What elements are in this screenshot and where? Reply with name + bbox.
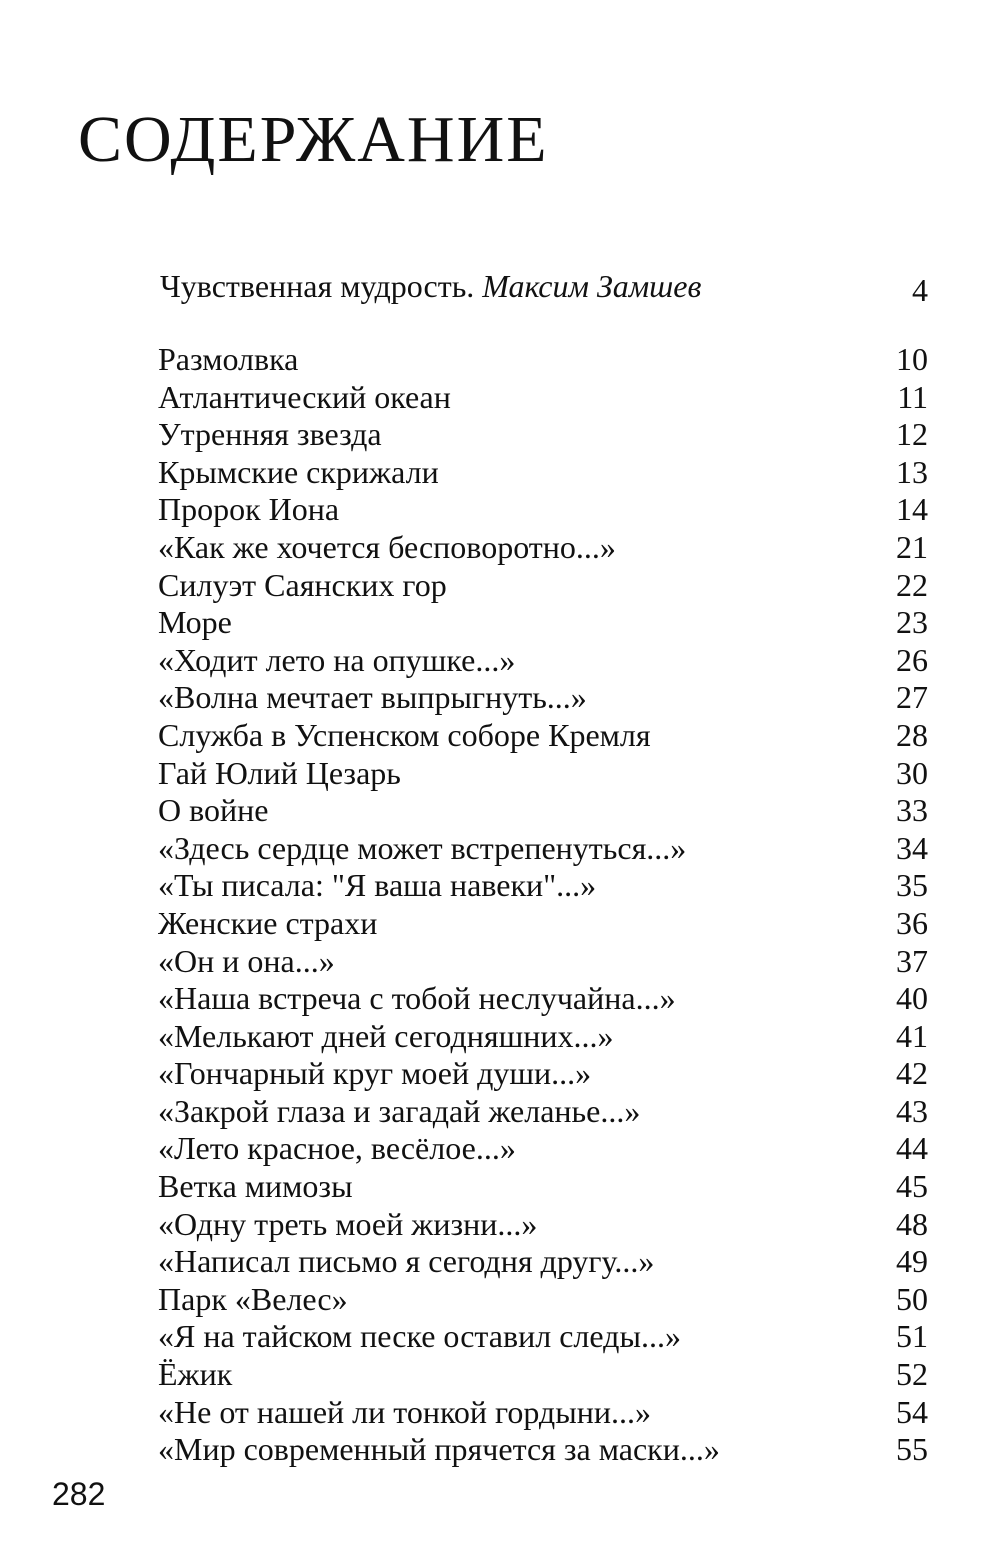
toc-entry-title: «Написал письмо я сегодня другу...» <box>158 1243 655 1280</box>
toc-entry <box>158 792 928 830</box>
toc-entry <box>158 1206 928 1244</box>
toc-entry-page: 34 <box>896 829 928 866</box>
toc-entry-page: 27 <box>896 679 928 716</box>
toc-entry <box>158 416 928 454</box>
toc-entry <box>158 491 928 529</box>
toc-entry-title: Женские страхи <box>158 904 378 941</box>
page-title: СОДЕРЖАНИЕ <box>78 103 549 176</box>
toc-entry-title: «Лето красное, весёлое...» <box>158 1130 516 1167</box>
toc-entry <box>158 867 928 905</box>
toc-entry-page: 33 <box>896 792 928 829</box>
toc-entry-page: 37 <box>896 942 928 979</box>
toc-entry-title: «Здесь сердце может встрепенуться...» <box>158 829 687 866</box>
intro-page-number: 4 <box>912 272 928 308</box>
toc-entry-title: «Наша встреча с тобой неслучайна...» <box>158 980 676 1017</box>
toc-entry-page: 50 <box>896 1280 928 1317</box>
toc-intro-entry <box>160 266 928 306</box>
toc-entry-title: «Ты писала: "Я ваша навеки"...» <box>158 867 597 904</box>
toc-entry-page: 21 <box>896 528 928 565</box>
toc-entry-page: 43 <box>896 1092 928 1129</box>
toc-entry <box>158 341 928 379</box>
toc-entry-title: «Я на тайском песке оставил следы...» <box>158 1318 681 1355</box>
toc-entry <box>158 1168 928 1206</box>
toc-entry-title: О войне <box>158 792 269 829</box>
toc-entry-page: 55 <box>896 1431 928 1468</box>
toc-entry-page: 54 <box>896 1393 928 1430</box>
toc-entry-title: «Мир современный прячется за маски...» <box>158 1431 720 1468</box>
toc-entry-title: Силуэт Саянских гор <box>158 566 447 603</box>
toc-entry-title: Утренняя звезда <box>158 416 382 453</box>
toc-entry <box>158 717 928 755</box>
toc-entry <box>158 1356 928 1394</box>
toc-entry-page: 28 <box>896 716 928 753</box>
toc-entry <box>158 454 928 492</box>
toc-entry-title: «Как же хочется бесповоротно...» <box>158 528 616 565</box>
toc-entry <box>158 830 928 868</box>
toc-entry-title: Гай Юлий Цезарь <box>158 754 401 791</box>
toc-entry <box>158 1018 928 1056</box>
toc-entry-page: 42 <box>896 1055 928 1092</box>
toc-entry-title: Служба в Успенском соборе Кремля <box>158 716 651 753</box>
toc-entry-page: 48 <box>896 1205 928 1242</box>
toc-entry <box>158 1055 928 1093</box>
intro-author: Максим Замшев <box>482 268 702 304</box>
toc-entry-page: 49 <box>896 1243 928 1280</box>
toc-entry <box>158 567 928 605</box>
toc-entry <box>158 1130 928 1168</box>
toc-entry-page: 36 <box>896 904 928 941</box>
toc-entry <box>158 529 928 567</box>
toc-entry <box>158 642 928 680</box>
toc-entry <box>158 980 928 1018</box>
toc-entry <box>158 1243 928 1281</box>
toc-entry-page: 52 <box>896 1356 928 1393</box>
toc-entry-page: 12 <box>896 416 928 453</box>
toc-entry-page: 22 <box>896 566 928 603</box>
toc-entry <box>158 943 928 981</box>
toc-entry-page: 10 <box>896 341 928 377</box>
toc-entry-title: Крымские скрижали <box>158 453 439 490</box>
toc-entry-title: «Гончарный круг моей души...» <box>158 1055 592 1092</box>
toc-entry-title: «Мелькают дней сегодняшних...» <box>158 1017 614 1054</box>
toc-entry <box>158 1281 928 1319</box>
toc-entry-title: «Он и она...» <box>158 942 335 979</box>
toc-list <box>158 341 928 1469</box>
page-number: 282 <box>52 1476 106 1512</box>
toc-entry-title: «Ходит лето на опушке...» <box>158 641 516 678</box>
toc-entry <box>158 679 928 717</box>
toc-entry-page: 45 <box>896 1168 928 1205</box>
toc-entry-page: 11 <box>897 378 928 415</box>
toc-entry-title: Ветка мимозы <box>158 1168 353 1205</box>
toc-entry-title: Атлантический океан <box>158 378 451 415</box>
toc-entry <box>158 905 928 943</box>
toc-entry <box>158 755 928 793</box>
toc-entry <box>158 1093 928 1131</box>
toc-entry-page: 23 <box>896 604 928 641</box>
toc-entry-title: Размолвка <box>158 341 299 377</box>
toc-entry-page: 35 <box>896 867 928 904</box>
intro-title-text: Чувственная мудрость. <box>160 268 475 304</box>
toc-entry-title: «Волна мечтает выпрыгнуть...» <box>158 679 587 716</box>
toc-entry-title: Море <box>158 604 232 641</box>
toc-entry <box>158 1431 928 1469</box>
toc-entry-page: 13 <box>896 453 928 490</box>
toc-entry-page: 51 <box>896 1318 928 1355</box>
toc-entry-page: 26 <box>896 641 928 678</box>
toc-entry-page: 30 <box>896 754 928 791</box>
toc-entry-title: «Закрой глаза и загадай желанье...» <box>158 1092 641 1129</box>
toc-entry-page: 44 <box>896 1130 928 1167</box>
toc-entry-title: Ёжик <box>158 1356 233 1393</box>
toc-entry-page: 14 <box>896 491 928 528</box>
toc-entry-title: Парк «Велес» <box>158 1280 348 1317</box>
toc-entry-title: «Одну треть моей жизни...» <box>158 1205 538 1242</box>
toc-entry <box>158 379 928 417</box>
toc-entry-title: «Не от нашей ли тонкой гордыни...» <box>158 1393 651 1430</box>
toc-entry <box>158 604 928 642</box>
toc-entry <box>158 1318 928 1356</box>
toc-entry-page: 40 <box>896 980 928 1017</box>
toc-entry <box>158 1394 928 1432</box>
toc-entry-title: Пророк Иона <box>158 491 340 528</box>
toc-entry-page: 41 <box>896 1017 928 1054</box>
intro-entry-title <box>160 266 701 306</box>
